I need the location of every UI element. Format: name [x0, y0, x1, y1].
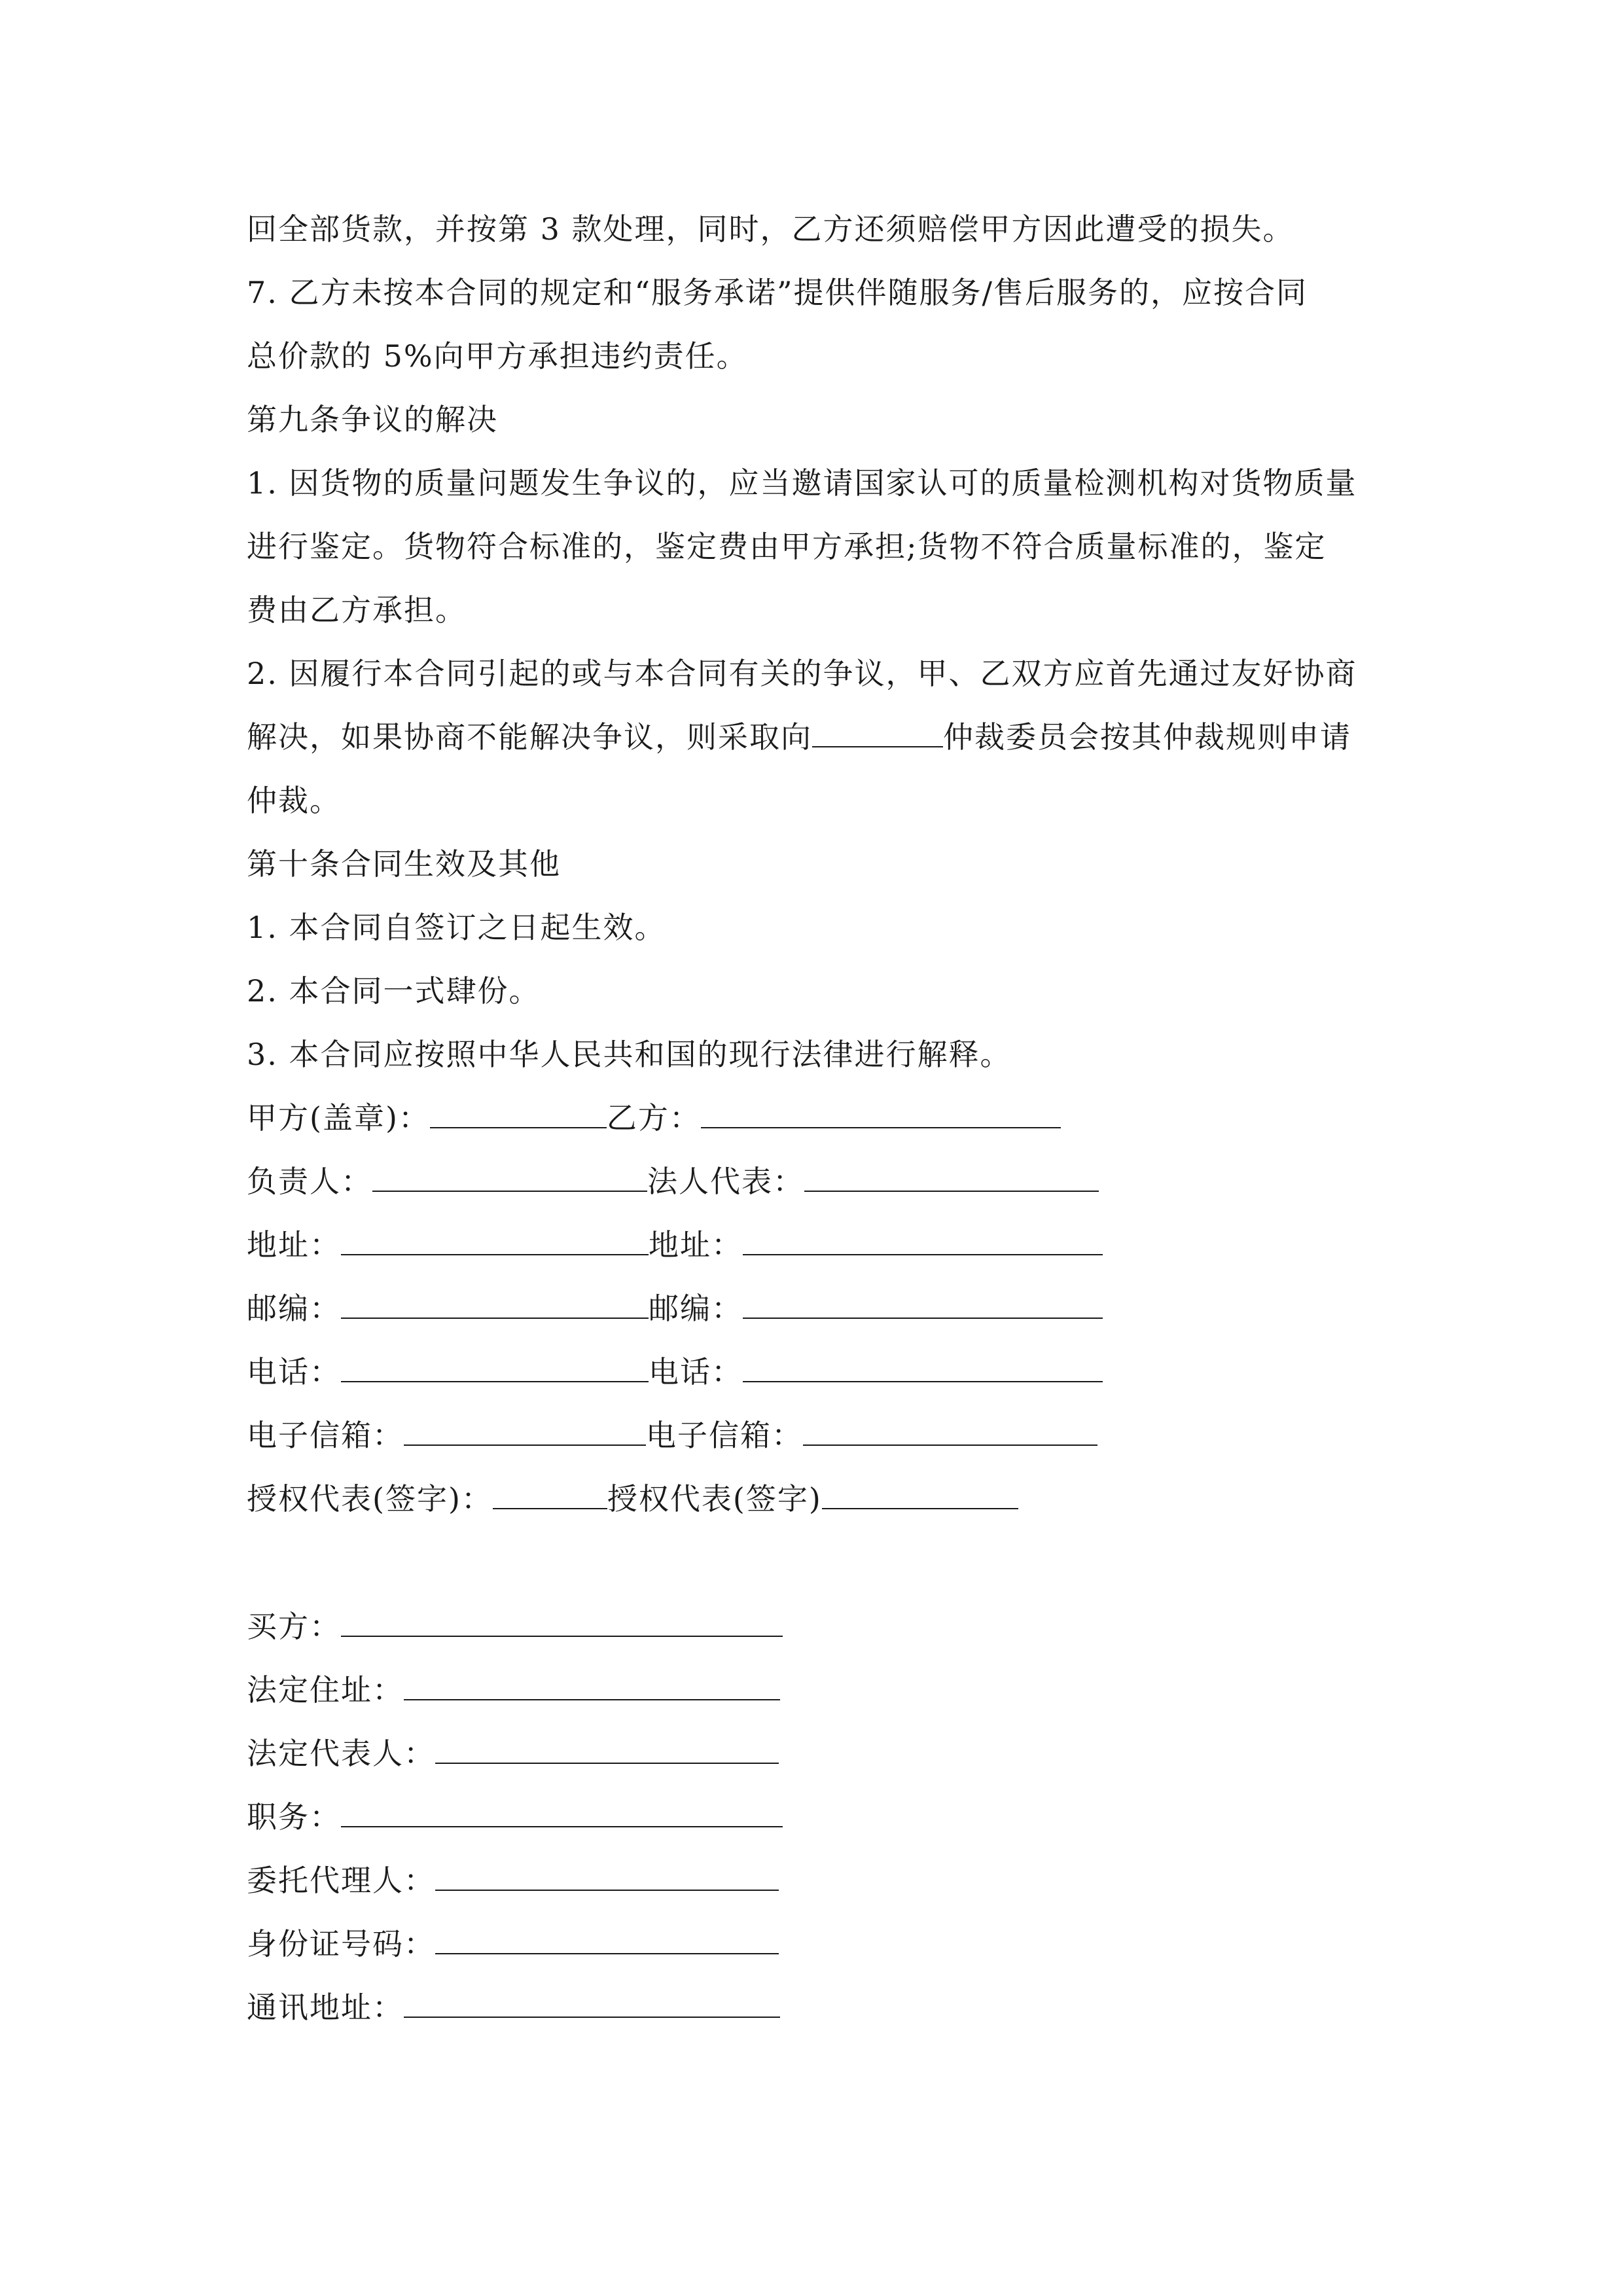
buyer-row	[247, 1924, 779, 1964]
buyer-row	[247, 1861, 779, 1900]
buyer-row	[247, 1670, 780, 1710]
clause-text: 1. 因货物的质量问题发生争议的，应当邀请国家认可的质量检测机构对货物质量	[247, 465, 1357, 501]
clause-text: 1. 本合同自签订之日起生效。	[247, 910, 666, 945]
buyer-row	[247, 1734, 779, 1773]
buyer-row	[247, 1988, 780, 2027]
signature-row	[247, 1479, 1018, 1518]
buyer-row	[247, 1797, 783, 1837]
address-a-label: 地址：	[247, 1227, 341, 1263]
party-a-seal-field[interactable]	[430, 1098, 607, 1128]
clause-text: 仲裁。	[247, 783, 341, 818]
auth-rep-a-label: 授权代表(签字)：	[247, 1481, 493, 1516]
address-a-field[interactable]	[341, 1225, 649, 1255]
clause-text: 2. 本合同一式肆份。	[247, 973, 541, 1009]
party-a-seal-label: 甲方(盖章)：	[247, 1100, 430, 1136]
phone-b-field[interactable]	[743, 1352, 1103, 1382]
legal-rep-field[interactable]	[804, 1162, 1099, 1192]
postcode-b-label: 邮编：	[649, 1291, 743, 1326]
phone-a-label: 电话：	[247, 1354, 341, 1390]
legal-rep-label: 法人代表：	[647, 1164, 804, 1199]
email-a-field[interactable]	[404, 1416, 646, 1446]
id-number-field[interactable]	[435, 1924, 779, 1954]
clause-text: 总价款的 5%向甲方承担违约责任。	[247, 338, 748, 374]
position-field[interactable]	[341, 1797, 783, 1827]
position-label: 职务：	[247, 1799, 341, 1835]
address-b-label: 地址：	[649, 1227, 743, 1263]
party-b-field[interactable]	[701, 1098, 1061, 1128]
auth-rep-b-label: 授权代表(签字)	[607, 1481, 822, 1516]
signature-row	[247, 1098, 1061, 1138]
id-number-label: 身份证号码：	[247, 1926, 435, 1962]
clause-text: 3. 本合同应按照中华人民共和国的现行法律进行解释。	[247, 1037, 1012, 1072]
clause-text-with-blank	[247, 717, 1351, 757]
buyer-legal-rep-field[interactable]	[435, 1734, 779, 1764]
signature-row	[247, 1352, 1103, 1391]
postcode-a-field[interactable]	[341, 1289, 649, 1319]
auth-rep-a-field[interactable]	[493, 1479, 607, 1509]
clause-text: 7. 乙方未按本合同的规定和“服务承诺”提供伴随服务/售后服务的，应按合同	[247, 275, 1308, 310]
postcode-b-field[interactable]	[743, 1289, 1103, 1319]
mailing-address-label: 通讯地址：	[247, 1990, 404, 2025]
agent-label: 委托代理人：	[247, 1863, 435, 1898]
article-ten-title: 第十条合同生效及其他	[247, 846, 561, 882]
legal-address-label: 法定住址：	[247, 1672, 404, 1708]
clause-text: 仲裁委员会按其仲裁规则申请	[943, 719, 1351, 755]
signature-row	[247, 1289, 1103, 1328]
address-b-field[interactable]	[743, 1225, 1103, 1255]
clause-text: 费由乙方承担。	[247, 592, 467, 628]
signature-row	[247, 1416, 1097, 1455]
signature-row	[247, 1225, 1103, 1265]
agent-field[interactable]	[435, 1861, 779, 1891]
mailing-address-field[interactable]	[404, 1988, 780, 2018]
buyer-row	[247, 1607, 783, 1646]
clause-text: 回全部货款，并按第 3 款处理，同时，乙方还须赔偿甲方因此遭受的损失。	[247, 211, 1294, 247]
clause-text: 进行鉴定。货物符合标准的，鉴定费由甲方承担;货物不符合质量标准的，鉴定	[247, 529, 1327, 564]
email-b-field[interactable]	[803, 1416, 1097, 1446]
article-nine-title: 第九条争议的解决	[247, 402, 498, 437]
legal-address-field[interactable]	[404, 1670, 780, 1700]
postcode-a-label: 邮编：	[247, 1291, 341, 1326]
phone-a-field[interactable]	[341, 1352, 649, 1382]
auth-rep-b-field[interactable]	[822, 1479, 1018, 1509]
clause-text: 2. 因履行本合同引起的或与本合同有关的争议，甲、乙双方应首先通过友好协商	[247, 656, 1357, 691]
arbitration-commission-blank[interactable]	[812, 717, 943, 747]
buyer-legal-rep-label: 法定代表人：	[247, 1736, 435, 1771]
buyer-label: 买方：	[247, 1609, 341, 1644]
email-b-label: 电子信箱：	[646, 1418, 803, 1453]
responsible-person-label: 负责人：	[247, 1164, 372, 1199]
phone-b-label: 电话：	[649, 1354, 743, 1390]
signature-row	[247, 1162, 1099, 1201]
party-b-label: 乙方：	[606, 1100, 701, 1136]
clause-text: 解决，如果协商不能解决争议，则采取向	[247, 719, 812, 755]
responsible-person-field[interactable]	[372, 1162, 647, 1192]
email-a-label: 电子信箱：	[247, 1418, 404, 1453]
buyer-field[interactable]	[341, 1607, 783, 1637]
